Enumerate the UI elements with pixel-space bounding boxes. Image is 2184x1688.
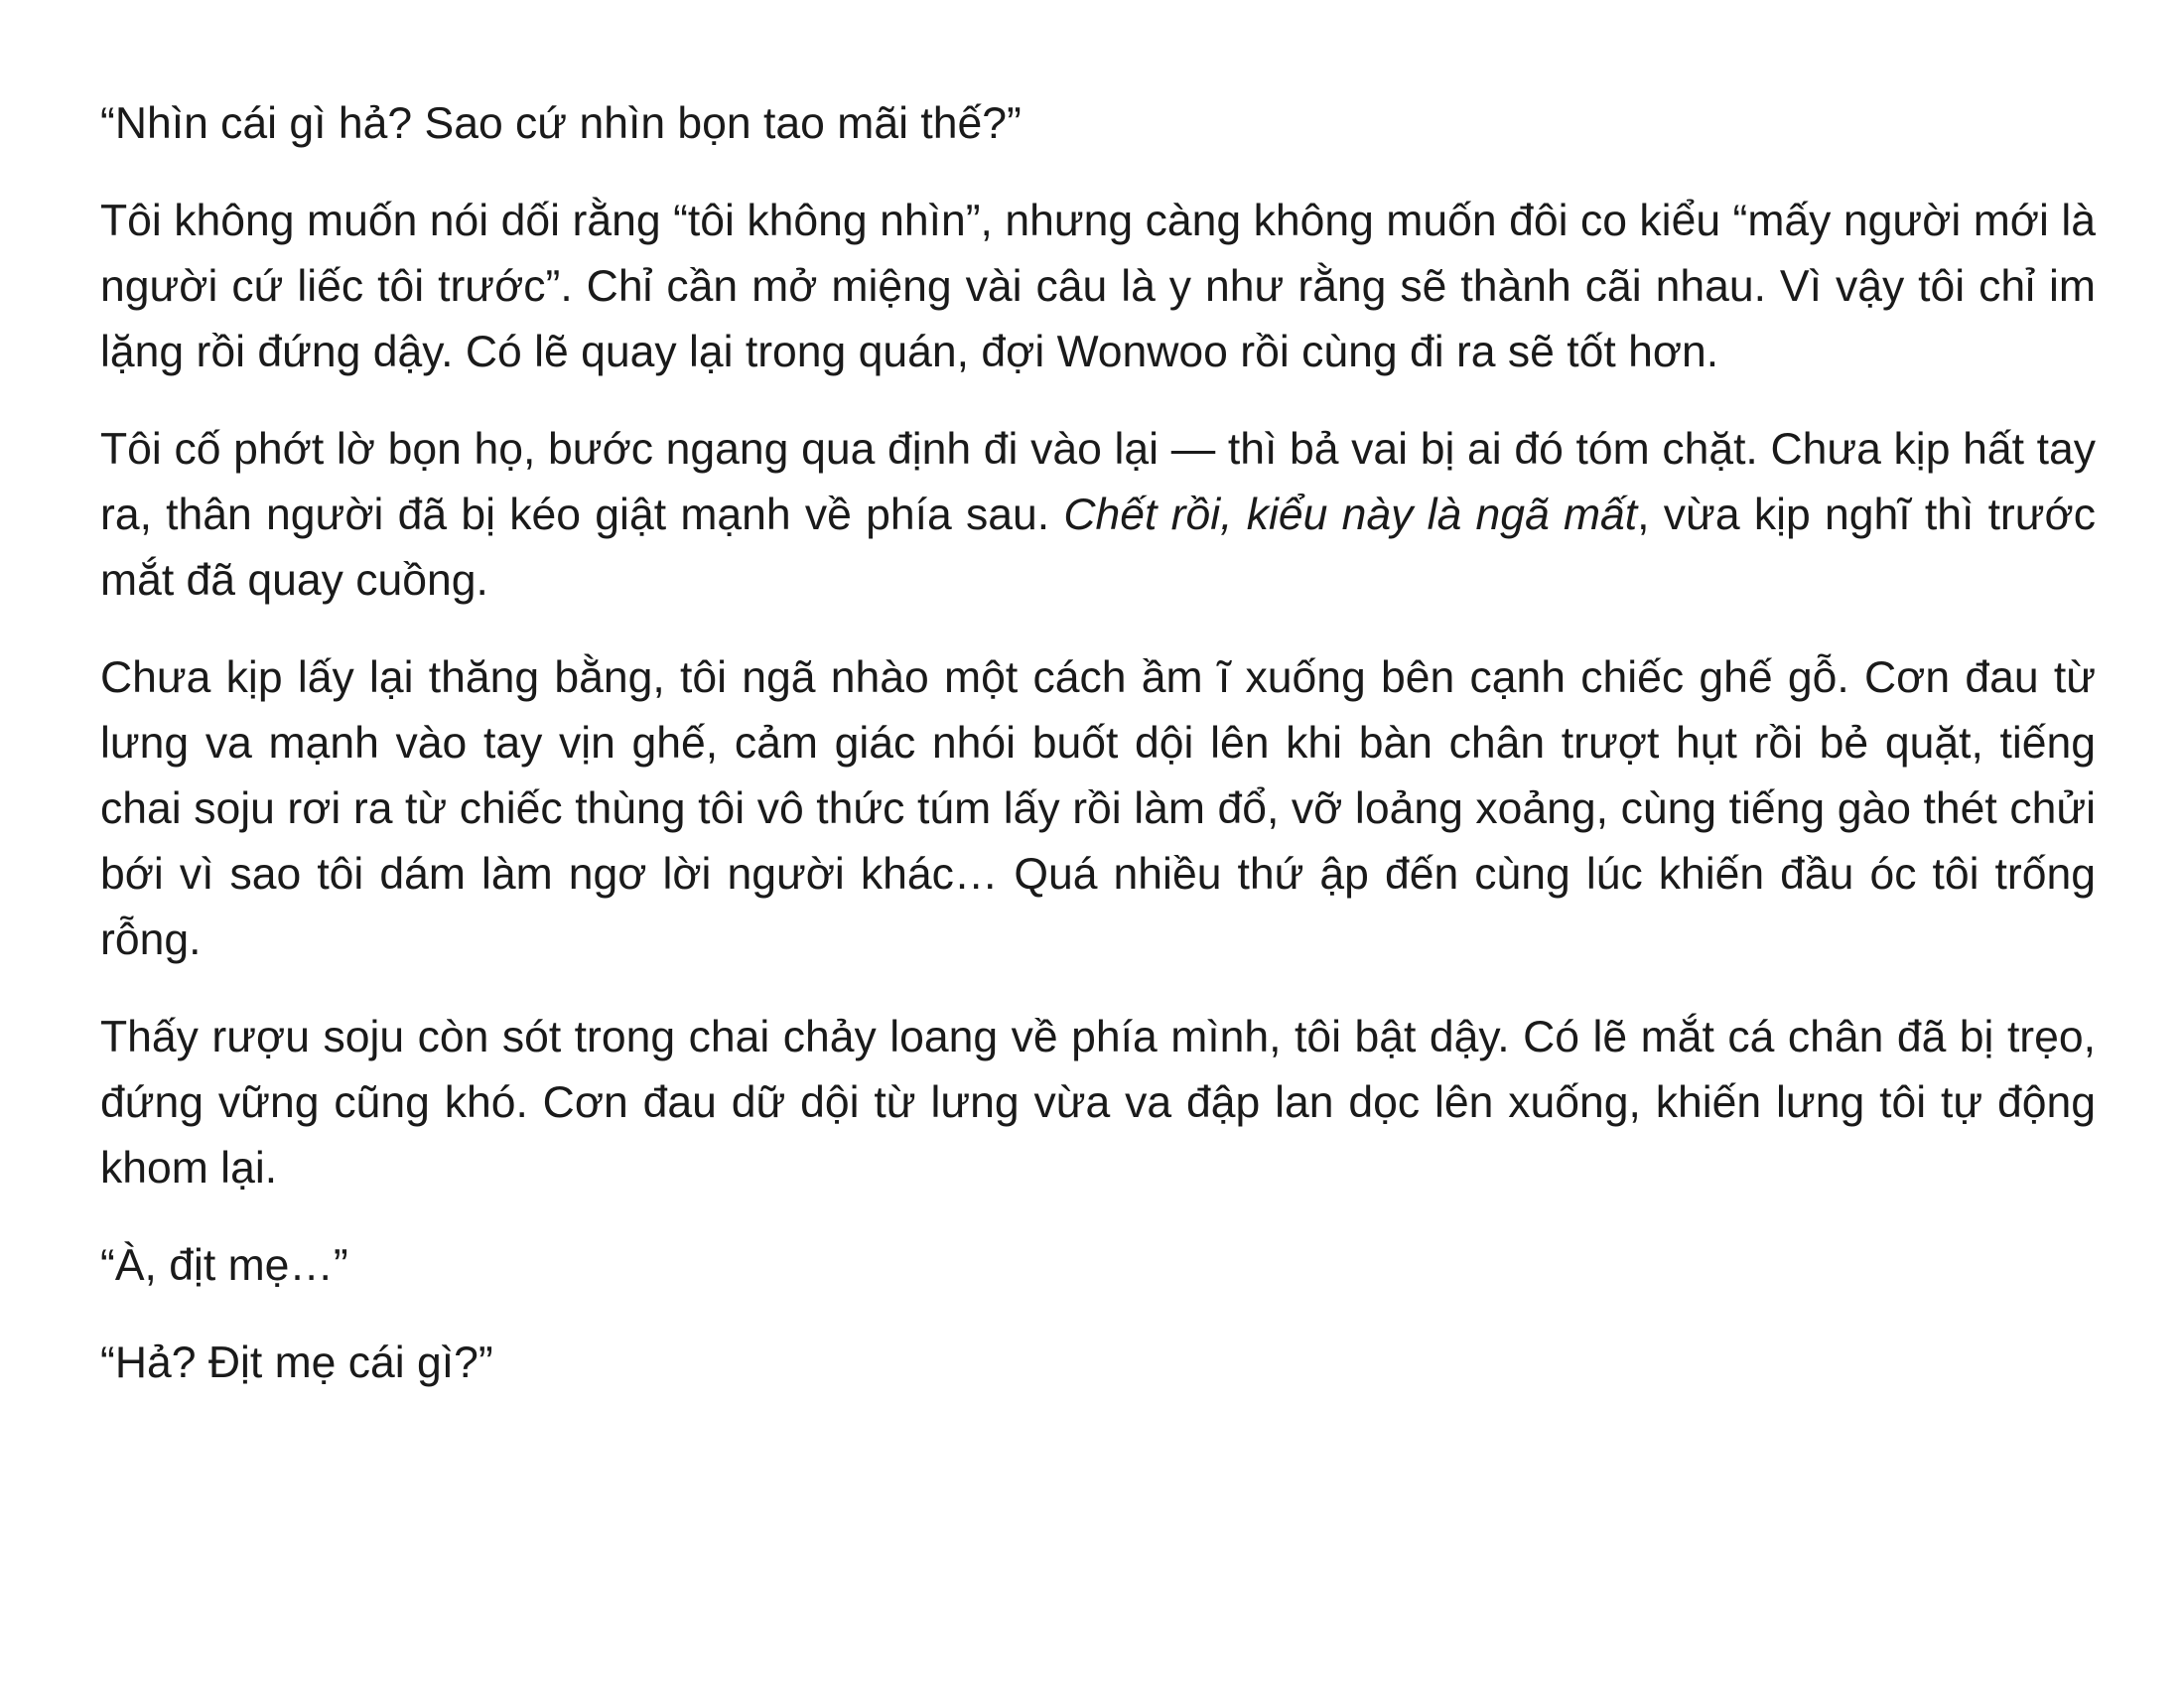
paragraph-3 (100, 417, 2096, 614)
paragraph-1-text: “Nhìn cái gì hả? Sao cứ nhìn bọn tao mãi thế?” (100, 99, 1022, 148)
paragraph-1 (100, 91, 2096, 157)
paragraph-2-text: Tôi không muốn nói dối rằng “tôi không nhìn”, nhưng càng không muốn đôi co kiểu “mấy người mới là người cứ liếc tôi trước”. Chỉ cần mở miệng vài câu là y như rằng sẽ thành cãi nhau. Vì vậy tôi chỉ im lặng rồi đứng dậy. Có lẽ quay lại trong quán, đợi Wonwoo rồi cùng đi ra sẽ tốt hơn. (100, 197, 2096, 376)
paragraph-7-text: “Hả? Địt mẹ cái gì?” (100, 1338, 493, 1387)
paragraph-2 (100, 189, 2096, 385)
paragraph-7 (100, 1331, 2096, 1396)
paragraph-3-italic-thought: Chết rồi, kiểu này là ngã mất (1063, 491, 1638, 539)
paragraph-4-text: Chưa kịp lấy lại thăng bằng, tôi ngã nhào một cách ầm ĩ xuống bên cạnh chiếc ghế gỗ. Cơn đau từ lưng va mạnh vào tay vịn ghế, cảm giác nhói buốt dội lên khi bàn chân trượt hụt rồi bẻ quặt, tiếng chai soju rơi ra từ chiếc thùng tôi vô thức túm lấy rồi làm đổ, vỡ loảng xoảng, cùng tiếng gào thét chửi bới vì sao tôi dám làm ngơ lời người khác… Quá nhiều thứ ập đến cùng lúc khiến đầu óc tôi trống rỗng. (100, 653, 2096, 964)
paragraph-5 (100, 1005, 2096, 1201)
paragraph-6-text: “À, địt mẹ…” (100, 1241, 348, 1290)
paragraph-5-text: Thấy rượu soju còn sót trong chai chảy loang về phía mình, tôi bật dậy. Có lẽ mắt cá chân đã bị trẹo, đứng vững cũng khó. Cơn đau dữ dội từ lưng vừa va đập lan dọc lên xuống, khiến lưng tôi tự động khom lại. (100, 1013, 2096, 1193)
document-body (100, 91, 2096, 1428)
paragraph-3-text-b: , vừa kịp nghĩ thì trước mắt đã quay cuồng. (100, 491, 2096, 605)
paragraph-4 (100, 645, 2096, 973)
paragraph-6 (100, 1233, 2096, 1299)
paragraph-3-text-a: Tôi cố phớt lờ bọn họ, bước ngang qua định đi vào lại — thì bả vai bị ai đó tóm chặt. Chưa kịp hất tay ra, thân người đã bị kéo giật mạnh về phía sau. (100, 425, 2096, 539)
